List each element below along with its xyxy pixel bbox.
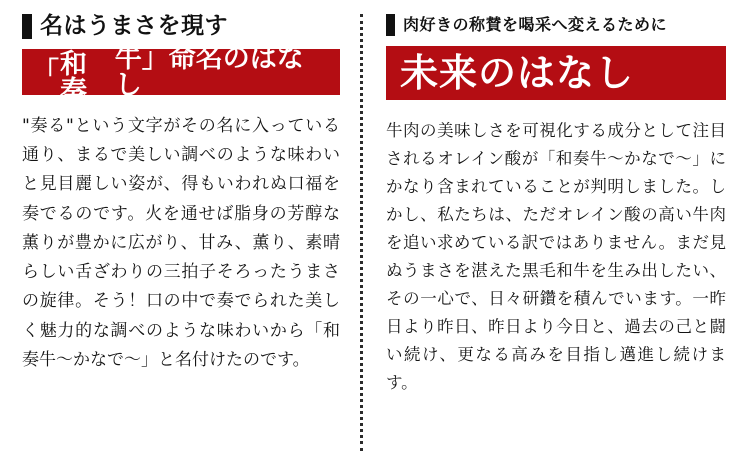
- left-title-ruby-group: [60, 40, 114, 105]
- right-kicker-text: 肉好きの称賛を喝采へ変えるために: [403, 15, 668, 35]
- bar-marker-icon: [22, 14, 32, 39]
- right-body-text: 牛肉の美味しさを可視化する成分として注目されるオレイン酸が「和奏牛〜かなで〜」にかなり含まれていることが判明しました。しかし、私たちは、ただオレイン酸の高い牛肉を追い求めている訳ではありません。まだ見ぬうまさを湛えた黒毛和牛を生み出したい、その一心で、日々研鑽を積んでいます。一昨日より昨日、昨日より今日と、過去の己と闘い続け、更なる高みを目指し邁進し続けます。: [386, 120, 726, 392]
- left-column: [0, 0, 360, 465]
- bar-marker-icon: [386, 14, 395, 36]
- left-title-ruby-base: 和奏: [60, 48, 87, 107]
- left-body-text: "奏る"という文字がその名に入っている通り、まるで美しい調べのような味わいと見目麗しい姿が、得もいわれぬ口福を奏でるのです。火を通せば脂身の芳醇な薫りが豊かに広がり、甘み、薫り、素晴らしい舌ざわりの三拍子そろったうまさの旋律。そう！口の中で奏でられた美しく魅力的な調べのような味わいから「和奏牛〜かなで〜」と名付けたのです。: [22, 116, 340, 370]
- right-kicker: [386, 14, 726, 36]
- right-title-banner: [386, 46, 726, 100]
- left-title-ruby-text: かなで: [71, 38, 103, 50]
- left-title-post: 牛」命名のはなし: [114, 43, 304, 101]
- right-column: [360, 0, 750, 465]
- right-title-text: 未来のはなし: [400, 51, 635, 95]
- left-kicker-text: 名はうまさを現す: [40, 13, 228, 39]
- left-kicker: [22, 14, 340, 39]
- left-title-pre: 「: [32, 56, 59, 88]
- left-title-banner: [22, 38, 340, 107]
